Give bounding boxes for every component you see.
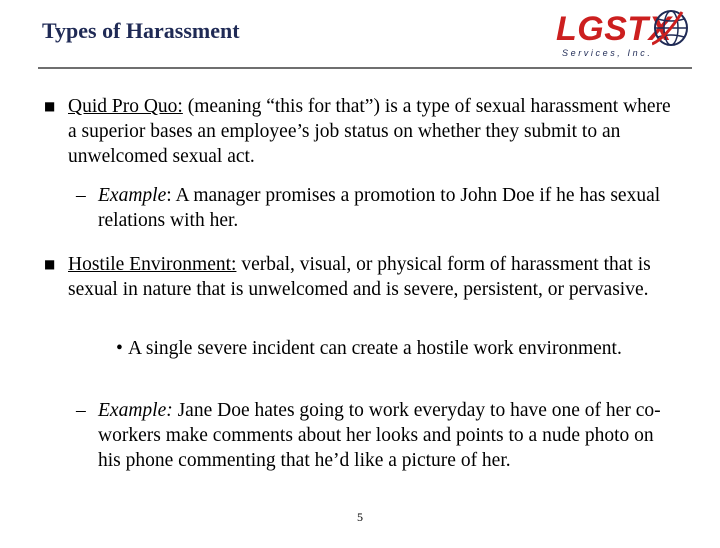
example-text: Jane Doe hates going to work everyday to have one of her co-workers make comments about her looks and points to a nude photo on his phone commenting that he’d like a picture of her.: [98, 400, 661, 471]
example-quid-pro-quo: [76, 183, 678, 233]
bullet-hostile-environment: [44, 252, 676, 302]
bullet-text: verbal, visual, or physical form of harassment that is sexual in nature that is unwelcomed and is severe, persistent, or pervasive.: [68, 254, 651, 300]
bullet-term: Quid Pro Quo:: [68, 96, 183, 117]
note-text: A single severe incident can create a hostile work environment.: [128, 338, 622, 359]
dash-bullet-icon: –: [76, 400, 86, 421]
globe-icon: [652, 8, 690, 48]
slide-title: Types of Harassment: [42, 18, 240, 43]
bullet-term: Hostile Environment:: [68, 254, 237, 275]
bullet-text: (meaning “this for that”) is a type of sexual harassment where a superior bases an employee’s job status on whether they submit to an unwelcomed sexual act.: [68, 96, 671, 167]
example-label: Example: [98, 185, 167, 206]
company-logo: [556, 8, 690, 64]
square-bullet-icon: ■: [44, 257, 56, 271]
logo-subtitle: Services, Inc.: [562, 48, 653, 58]
dot-bullet-icon: •: [116, 338, 123, 359]
page-number: 5: [357, 510, 363, 524]
title-divider: [38, 67, 692, 69]
logo-wordmark: LGSTX: [556, 10, 672, 48]
bullet-quid-pro-quo: [44, 94, 676, 169]
square-bullet-icon: ■: [44, 99, 56, 113]
dash-bullet-icon: –: [76, 185, 86, 206]
note-single-incident: [116, 336, 668, 361]
example-label: Example:: [98, 400, 173, 421]
example-text: : A manager promises a promotion to John Doe if he has sexual relations with her.: [98, 185, 661, 231]
example-hostile-environment: [76, 398, 678, 473]
